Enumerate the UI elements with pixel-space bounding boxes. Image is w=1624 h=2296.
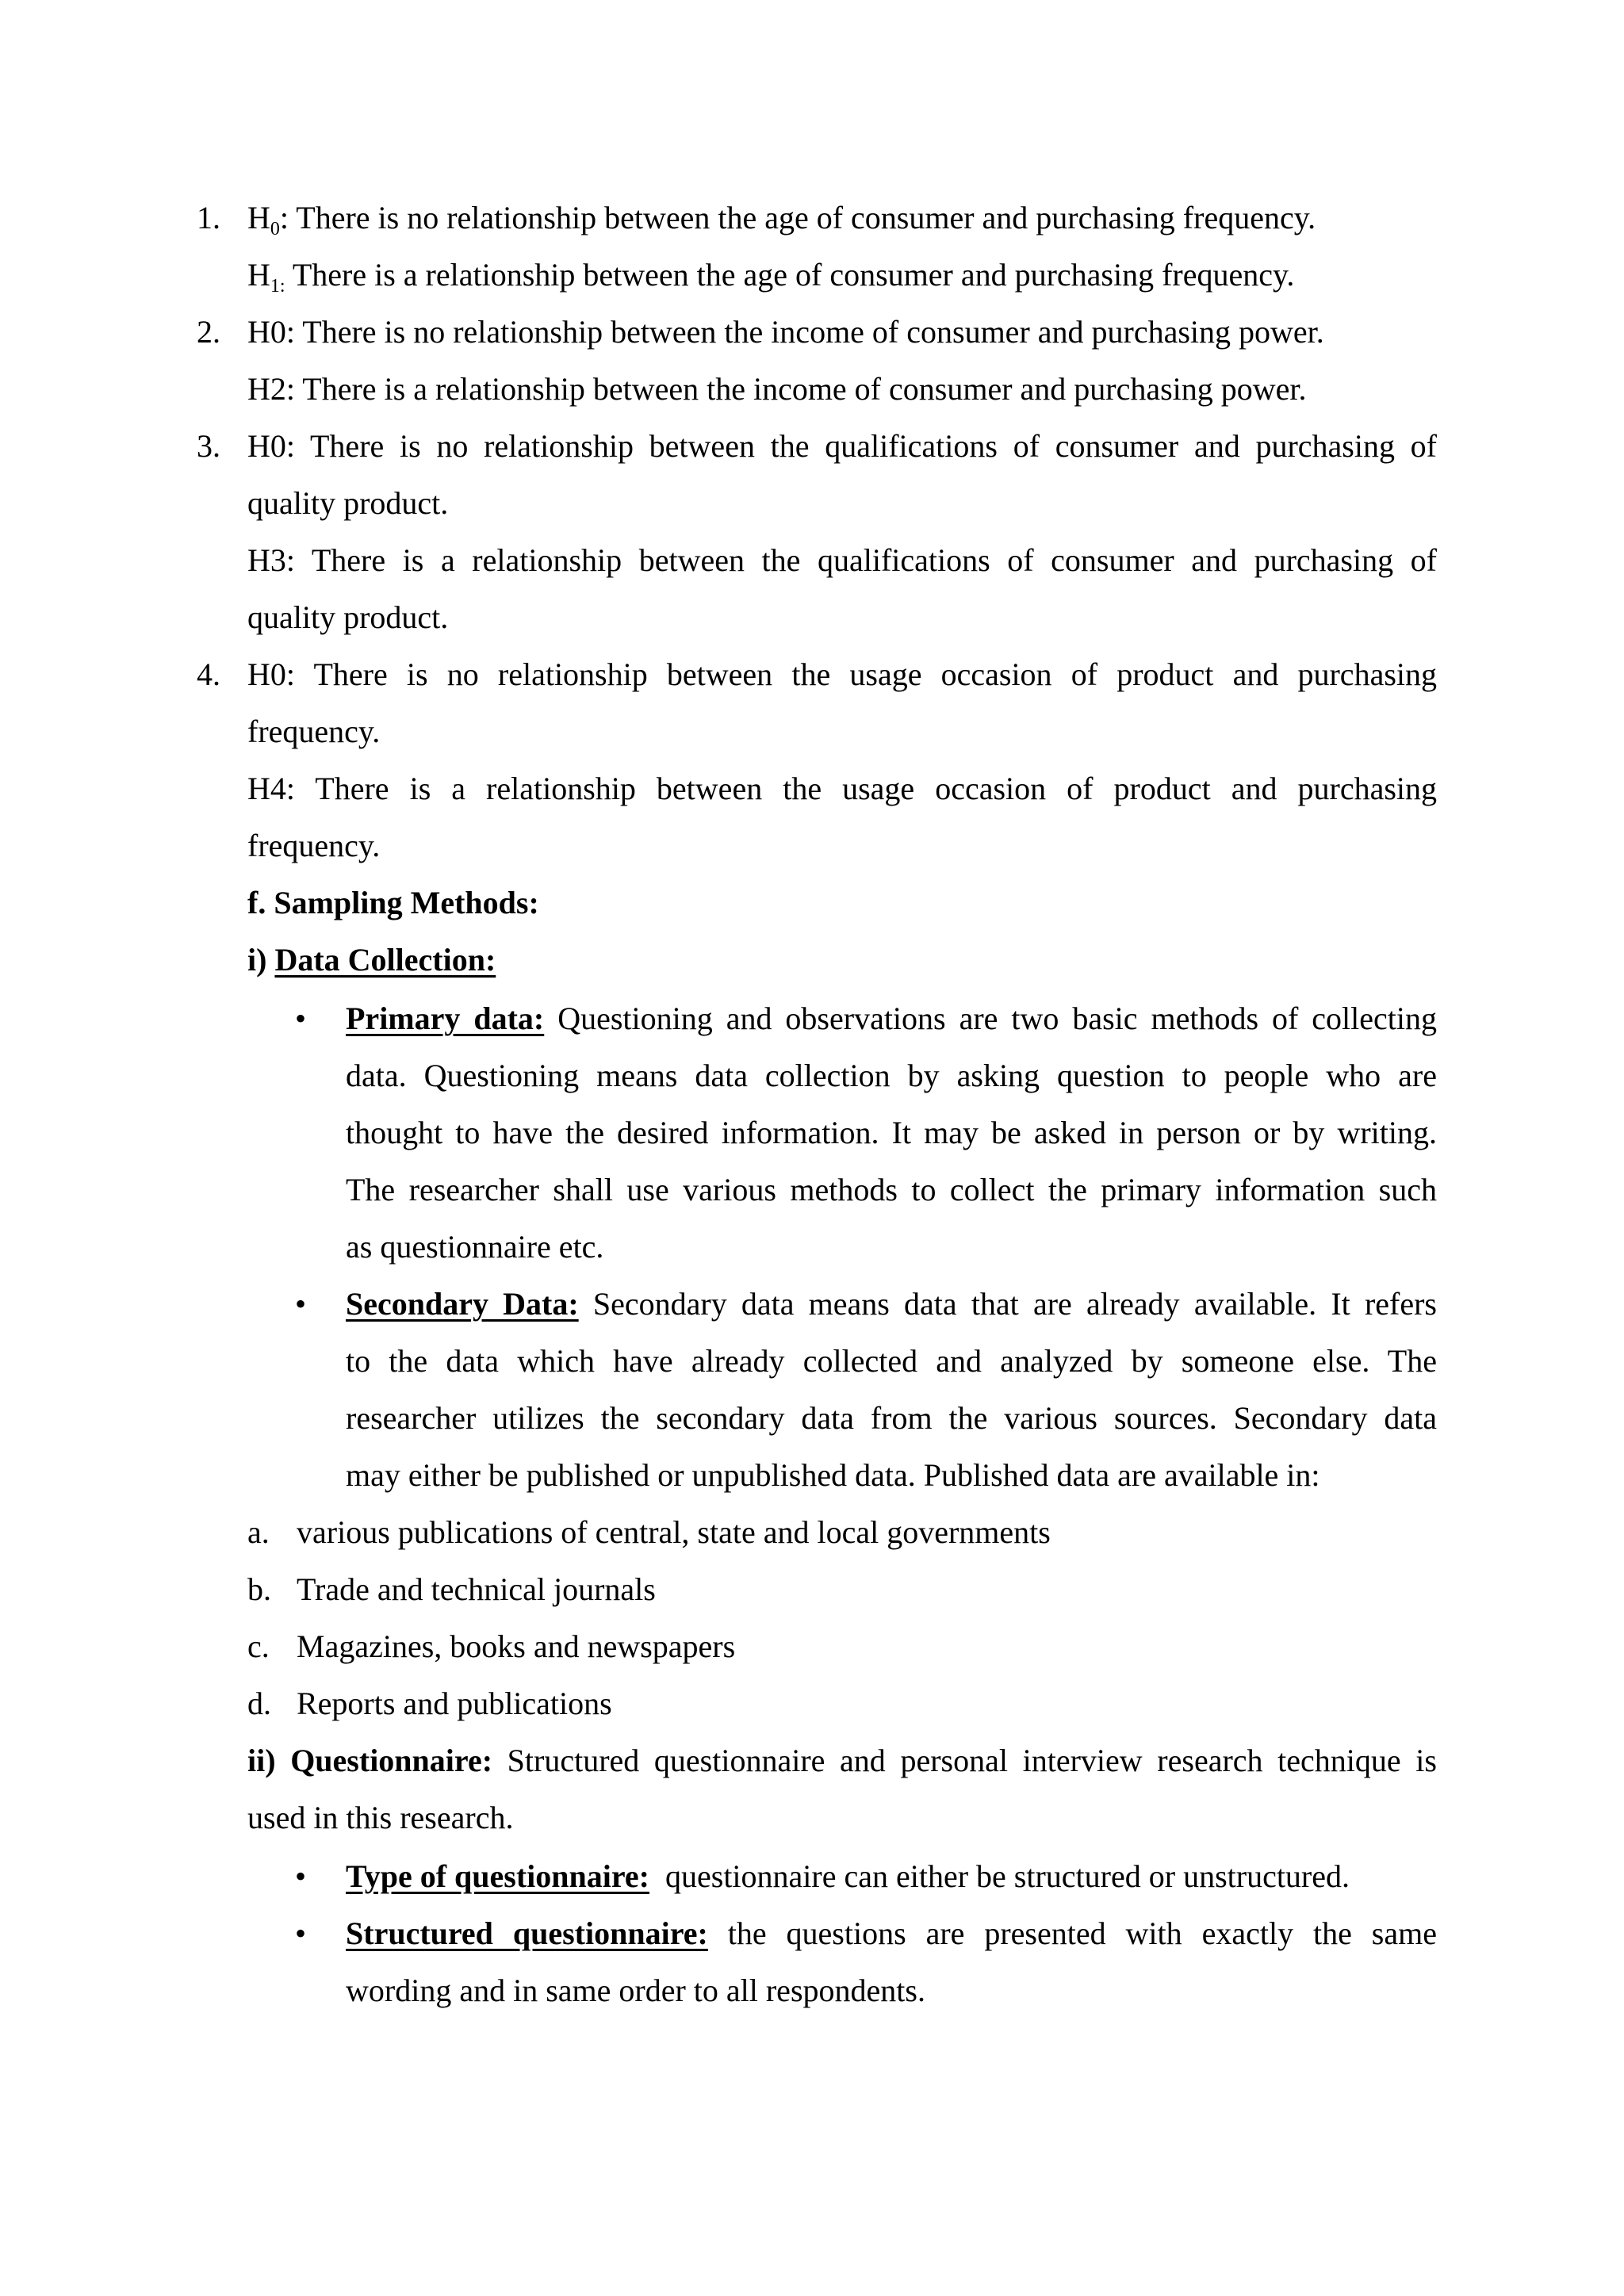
- hypothesis-alt-4: H4: There is a relationship between the usage occasion of product and purchasing: [247, 771, 1437, 806]
- source-item: Trade and technical journals: [297, 1571, 656, 1607]
- subsection-heading-data-collection: i) Data Collection:: [247, 942, 496, 978]
- hypothesis-null-4: H0: There is no relationship between the usage occasion of product and purchasing: [247, 656, 1437, 692]
- list-number: 3.: [197, 428, 220, 464]
- secondary-data-line-1: Secondary Data: Secondary data means data that are already available. It refers: [346, 1286, 1437, 1322]
- questionnaire-line-1: ii) Questionnaire: Structured questionnaire and personal interview research technique is: [247, 1743, 1437, 1778]
- source-item: Reports and publications: [297, 1686, 612, 1721]
- list-letter: a.: [247, 1514, 270, 1550]
- hypothesis-alt-2: H2: There is a relationship between the income of consumer and purchasing power.: [247, 371, 1307, 407]
- hypothesis-null-1: $H_0$: There is no relationship between the age of consumer and purchasing frequency.: [247, 200, 1316, 239]
- list-letter: d.: [247, 1686, 271, 1721]
- list-letter: c.: [247, 1628, 270, 1664]
- hypothesis-alt-4-cont: frequency.: [247, 828, 381, 863]
- hypothesis-alt-3-cont: quality product.: [247, 599, 449, 635]
- hypothesis-null-3-cont: quality product.: [247, 485, 449, 521]
- list-number: 2.: [197, 314, 220, 350]
- list-letter: b.: [247, 1571, 271, 1607]
- secondary-data-line-3: researcher utilizes the secondary data from the various sources. Secondary data: [346, 1400, 1437, 1436]
- section-heading: f. Sampling Methods:: [247, 885, 539, 920]
- hypothesis-null-2: H0: There is no relationship between the income of consumer and purchasing power.: [247, 314, 1324, 350]
- bullet-icon: •: [295, 1001, 307, 1036]
- type-of-questionnaire: Type of questionnaire: questionnaire can either be structured or unstructured.: [346, 1858, 1350, 1894]
- structured-questionnaire-line-2: wording and in same order to all respondents.: [346, 1973, 925, 2008]
- hypothesis-alt-3: H3: There is a relationship between the qualifications of consumer and purchasing of: [247, 542, 1437, 578]
- primary-data-line-5: as questionnaire etc.: [346, 1229, 604, 1265]
- primary-data-line-1: Primary data: Questioning and observations are two basic methods of collecting: [346, 1001, 1437, 1036]
- primary-data-line-4: The researcher shall use various methods to collect the primary information such: [346, 1172, 1437, 1207]
- structured-questionnaire-line-1: Structured questionnaire: the questions are presented with exactly the same: [346, 1915, 1437, 1951]
- source-item: various publications of central, state and local governments: [297, 1514, 1051, 1550]
- questionnaire-line-2: used in this research.: [247, 1800, 514, 1835]
- secondary-data-line-4: may either be published or unpublished data. Published data are available in:: [346, 1457, 1320, 1493]
- list-number: 1.: [197, 200, 220, 235]
- primary-data-line-3: thought to have the desired information. It may be asked in person or by writing.: [346, 1115, 1437, 1150]
- hypothesis-alt-1: $H_{1:}$ There is a relationship between the age of consumer and purchasing frequency.: [247, 257, 1295, 297]
- bullet-icon: •: [295, 1858, 307, 1894]
- secondary-data-line-2: to the data which have already collected and analyzed by someone else. The: [346, 1343, 1437, 1379]
- source-item: Magazines, books and newspapers: [297, 1628, 736, 1664]
- bullet-icon: •: [295, 1286, 307, 1322]
- hypothesis-null-4-cont: frequency.: [247, 714, 381, 749]
- list-number: 4.: [197, 656, 220, 692]
- primary-data-line-2: data. Questioning means data collection by asking question to people who are: [346, 1058, 1437, 1093]
- bullet-icon: •: [295, 1915, 307, 1951]
- hypothesis-null-3: H0: There is no relationship between the qualifications of consumer and purchasing of: [247, 428, 1437, 464]
